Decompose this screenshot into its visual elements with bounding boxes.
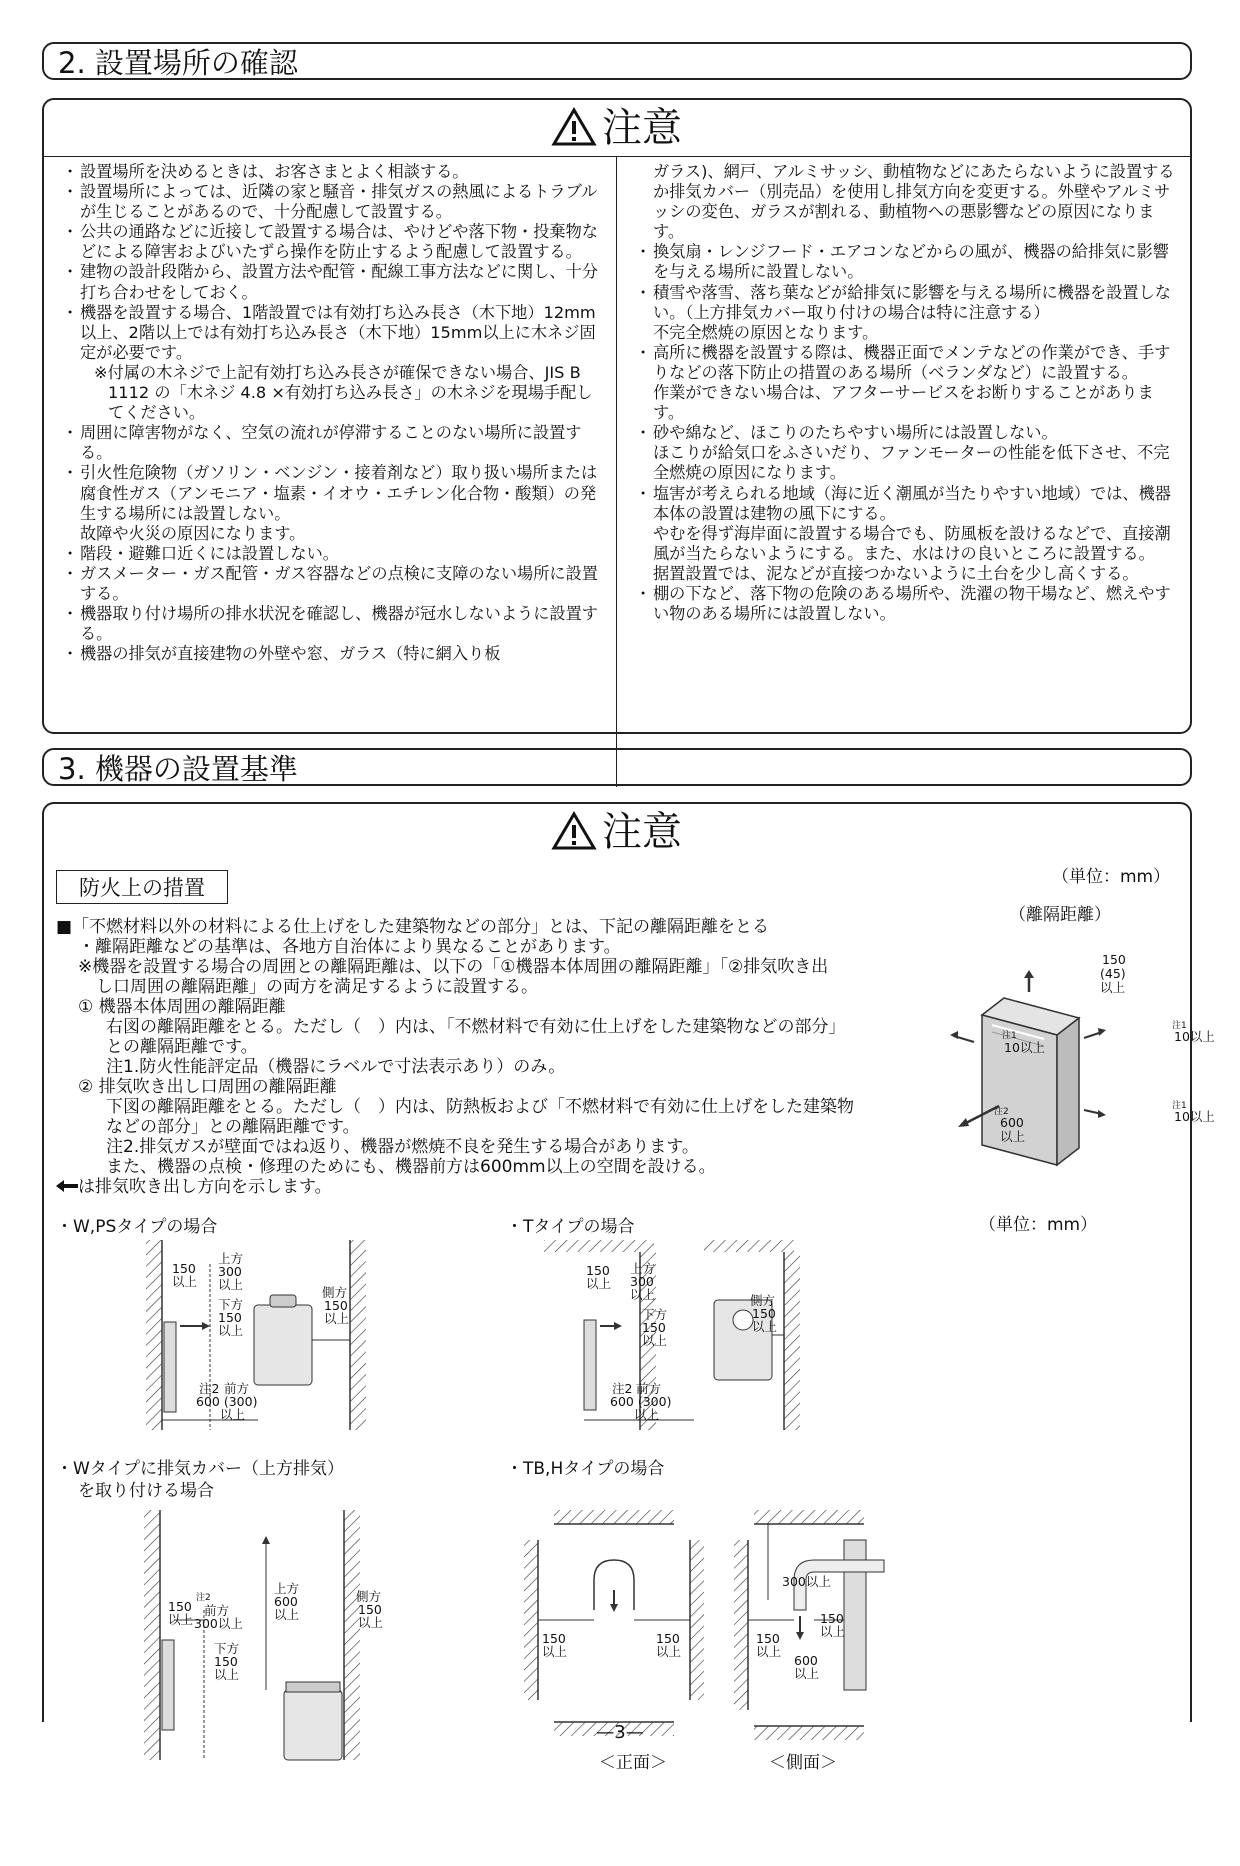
list-item: ・ 砂や綿など、ほこりのたちやすい場所には設置しない。 ほこりが給気口をふさいだり、ファンモーターの性能を低下させ、不完全燃焼の原因になります。 <box>635 423 1170 483</box>
wps-bottom-ijou: 以上 <box>218 1323 244 1338</box>
list-item: ・ 設置場所によっては、近隣の家と騒音・排気ガスの熱風によるトラブルが生じることがあるので、十分配慮して設置する。 <box>62 182 598 222</box>
text-line: ① 機器本体周囲の離隔距離 <box>78 997 286 1017</box>
iso-left-value: 10以上 <box>1004 1040 1045 1055</box>
wps-bottom-value: 150 <box>218 1310 242 1325</box>
wps-front-ijou: 以上 <box>220 1407 246 1422</box>
wcover-side2-ijou: 以上 <box>358 1615 384 1630</box>
wps-bottom-label: 下方 <box>218 1297 244 1312</box>
case-wcover-title-2: を取り付ける場合 <box>78 1481 214 1501</box>
side-view-label: ＜側面＞ <box>769 1753 837 1773</box>
fire-note: 故障や火災の原因になります。 <box>80 523 306 543</box>
text-line: ・離隔距離などの基準は、各地方自治体により異なることがあります。 <box>78 937 621 957</box>
t-top-ijou: 以上 <box>630 1287 656 1302</box>
wps-side2-label: 側方 <box>322 1285 348 1300</box>
wps-top-value: 300 <box>218 1264 242 1279</box>
t-side2-ijou: 以上 <box>752 1319 778 1334</box>
t-top-value: 300 <box>630 1274 654 1289</box>
t-front-label: 前方 <box>636 1381 662 1396</box>
list-item: ・ 塩害が考えられる地域（海に近く潮風が当たりやすい地域）では、機器本体の設置は建物の風下にする。 やむを得ず海岸面に設置する場合でも、防風板を設けるなどで、直接潮風が当たらないようにする。また、水はけの良いところに設置する。 据置設置では、泥などが直接つかないように土台を少し高くする。 <box>635 483 1171 583</box>
wps-front-label: 前方 <box>224 1381 250 1396</box>
tbh-side-bottom-value: 600 <box>794 1653 818 1668</box>
wps-note2: 注2 <box>199 1381 220 1396</box>
wcover-bottom-label: 下方 <box>214 1641 240 1656</box>
t-side-value: 150 <box>586 1263 610 1278</box>
text-line: 注1.防火性能評定品（機器にラベルで寸法表示あり）のみ。 <box>106 1057 566 1077</box>
iso-note1-side: 注1 <box>1172 1101 1187 1111</box>
iso-caption: （離隔距離） <box>1009 905 1111 925</box>
iso-front-ijou: 以上 <box>1000 1129 1026 1144</box>
list-item: ・ 機器を設置する場合、1階設置では有効打ち込み長さ（木下地）12mm以上、2階以上では有効打ち込み長さ（木下地）15mm以上に木ネジ固定が必要です。 ※付属の木ネジで上記有効打ち込み長さが確保できない場合、JIS B 1112 の「木ネジ 4.8 ×有効打ち込み長さ」の木ネジを現場手配してください。 <box>58 303 606 424</box>
tbh-front-left-value: 150 <box>542 1631 566 1646</box>
wps-front-value: 600 (300) <box>196 1394 258 1409</box>
text-line: などの部分」との離隔距離です。 <box>106 1117 360 1137</box>
case-t-title: ・Tタイプの場合 <box>506 1217 635 1237</box>
wcover-bottom-ijou: 以上 <box>214 1667 240 1682</box>
caution-right-column <box>617 157 1190 787</box>
wcover-front-value: 300以上 <box>194 1616 243 1631</box>
caution-title: 注意 <box>602 809 682 855</box>
tbh-side-bottom-ijou: 以上 <box>794 1666 820 1681</box>
iso-side-value: 10以上 <box>1174 1109 1215 1124</box>
iso-note2: 注2 <box>994 1107 1009 1117</box>
tbh-front-right-value: 150 <box>656 1631 680 1646</box>
tbh-front-right-ijou: 以上 <box>656 1644 682 1659</box>
text-line: 注2.排気ガスが壁面ではね返り、機器が燃焼不良を発生する場合があります。 <box>106 1137 699 1157</box>
caution-title: 注意 <box>602 105 682 151</box>
case-wps-title: ・W,PSタイプの場合 <box>56 1217 218 1237</box>
text-line: との離隔距離です。 <box>106 1037 258 1057</box>
warning-icon <box>552 107 596 147</box>
t-bottom-value: 150 <box>642 1320 666 1335</box>
caution-header <box>44 100 1190 157</box>
section-3-title: 3. 機器の設置基準 <box>42 748 1192 786</box>
iso-top-ijou: 以上 <box>1100 980 1126 995</box>
wcover-bottom-value: 150 <box>214 1654 238 1669</box>
t-front-value: 600 (300) <box>610 1394 672 1409</box>
case-tbh-title: ・TB,Hタイプの場合 <box>506 1459 665 1479</box>
text-line: また、機器の点検・修理のためにも、機器前方は600mm以上の空間を設ける。 <box>106 1157 716 1177</box>
tbh-side-left-value: 150 <box>756 1631 780 1646</box>
list-item: ・ 棚の下など、落下物の危険のある場所や、洗濯の物干場など、燃えやすい物のある場所には設置しない。 <box>635 583 1171 624</box>
wcover-top-ijou: 以上 <box>274 1607 300 1622</box>
iso-top-value: 150 <box>1102 952 1126 967</box>
list-item: ・ 公共の通路などに近接して設置する場合は、やけどや落下物・投棄物などによる障害およびいたずら操作を防止するよう配慮して設置する。 <box>62 222 598 262</box>
list-item: ・ 機器取り付け場所の排水状況を確認し、機器が冠水しないように設置する。 <box>62 604 598 644</box>
t-side-ijou: 以上 <box>586 1276 612 1291</box>
warning-icon <box>552 811 596 851</box>
front-view-label: ＜正面＞ <box>599 1753 667 1773</box>
tbh-front-diagram <box>524 1500 704 1760</box>
caution-header <box>44 804 1190 860</box>
wcover-side2-value: 150 <box>358 1602 382 1617</box>
wcover-side-ijou: 以上 <box>168 1612 194 1627</box>
unit-label: （単位：mm） <box>979 1215 1098 1235</box>
wps-top-label: 上方 <box>218 1251 244 1266</box>
t-top-label: 上方 <box>630 1261 656 1276</box>
page-number: —3— <box>596 1722 644 1743</box>
wps-side-ijou: 以上 <box>172 1274 198 1289</box>
fire-prevention-tag: 防火上の措置 <box>56 870 228 904</box>
text-line: ※機器を設置する場合の周囲との離隔距離は、以下の「①機器本体周囲の離隔距離」「②排気吹き出 <box>78 957 829 977</box>
list-item: ・ 周囲に障害物がなく、空気の流れが停滞することのない場所に設置する。 <box>62 423 582 463</box>
iso-note1-right: 注1 <box>1172 1021 1187 1031</box>
wps-side-value: 150 <box>172 1261 196 1276</box>
t-front-ijou: 以上 <box>634 1407 660 1422</box>
wps-side2-value: 150 <box>324 1298 348 1313</box>
iso-front-value: 600 <box>1000 1115 1024 1130</box>
wcover-side-value: 150 <box>168 1599 192 1614</box>
list-item: ・ 階段・避難口近くには設置しない。 <box>62 543 339 563</box>
text-line: 下図の離隔距離をとる。ただし（ ）内は、防熱板および「不燃材料で有効に仕上げをした建築物 <box>106 1097 854 1117</box>
list-item-continued: ガラス)、網戸、アルミサッシ、動植物などにあたらないように設置するか排気カバー（別売品）を使用し排気方向を変更する。外壁やアルミサッシの変色、ガラスが割れる、動植物への悪影響などの原因になります。 <box>653 162 1175 242</box>
iso-note1-left: 注1 <box>1002 1031 1017 1041</box>
wcover-note2: 注2 <box>196 1593 211 1603</box>
caution-left-column <box>44 157 617 787</box>
wps-side2-ijou: 以上 <box>324 1311 350 1326</box>
text-line: し口周囲の離隔距離」の両方を満足するように設置する。 <box>96 977 538 997</box>
list-item: ・ 積雪や落雪、落ち葉などが給排気に影響を与える場所に機器を設置しない。（上方排気カバー取り付けの場合は特に注意する） 不完全燃焼の原因となります。 <box>635 282 1171 342</box>
wcover-top-label: 上方 <box>274 1581 300 1596</box>
wcover-top-value: 600 <box>274 1594 298 1609</box>
wps-diagram <box>104 1240 444 1440</box>
tbh-side-right-value: 150 <box>820 1611 844 1626</box>
list-item: ・ 機器の排気が直接建物の外壁や窓、ガラス（特に網入り板 <box>62 644 501 664</box>
t-bottom-label: 下方 <box>642 1307 668 1322</box>
arrow-left-icon <box>56 1180 78 1192</box>
text-line: ② 排気吹き出し口周囲の離隔距離 <box>78 1077 337 1097</box>
tbh-side-top-value: 300以上 <box>782 1574 831 1589</box>
list-item: ・ 設置場所を決めるときは、お客さまとよく相談する。 <box>62 162 469 181</box>
iso-right-value: 10以上 <box>1174 1029 1215 1044</box>
text-line: ■「不燃材料以外の材料による仕上げをした建築物などの部分」とは、下記の離隔距離をとる <box>56 917 770 937</box>
tbh-front-left-ijou: 以上 <box>542 1644 568 1659</box>
text-line: 右図の離隔距離をとる。ただし（ ）内は、「不燃材料で有効に仕上げをした建築物などの部分」 <box>106 1017 846 1037</box>
t-side2-value: 150 <box>752 1306 776 1321</box>
list-item: ・ 引火性危険物（ガソリン・ベンジン・接着剤など）取り扱い場所または腐食性ガス（アンモニア・塩素・イオウ・エチレン化合物・酸類）の発生する場所には設置しない。 故障や火災の原因になります。 <box>58 463 606 543</box>
section-2-title: 2. 設置場所の確認 <box>42 42 1192 80</box>
text-line: は排気吹き出し方向を示します。 <box>56 1178 332 1198</box>
case-wcover-title: ・Wタイプに排気カバー（上方排気） <box>56 1459 344 1479</box>
clearance-iso-diagram <box>944 920 1174 1160</box>
list-item: ・ 建物の設計段階から、設置方法や配管・配線工事方法などに関し、十分打ち合わせをしておく。 <box>62 262 598 302</box>
t-bottom-ijou: 以上 <box>642 1333 668 1348</box>
t-side2-label: 側方 <box>750 1293 776 1308</box>
unit-label: （単位：mm） <box>1052 867 1171 887</box>
tbh-side-right-ijou: 以上 <box>820 1624 846 1639</box>
tbh-side-left-ijou: 以上 <box>756 1644 782 1659</box>
caution-box-standards <box>42 802 1215 1773</box>
wps-top-ijou: 以上 <box>218 1277 244 1292</box>
list-item: ・ 換気扇・レンジフード・エアコンなどからの風が、機器の給排気に影響を与える場所に設置しない。 <box>635 242 1169 282</box>
list-item: ・ ガスメーター・ガス配管・ガス容器などの点検に支障のない場所に設置する。 <box>62 563 598 603</box>
iso-top-alt-value: (45) <box>1100 966 1126 981</box>
t-note2: 注2 <box>612 1381 633 1396</box>
list-item: ・ 高所に機器を設置する際は、機器正面でメンテなどの作業ができ、手すりなどの落下防止の措置のある場所（ベランダなど）に設置する。 作業ができない場合は、アフターサービスをお断りすることがあります。 <box>635 342 1171 423</box>
wcover-side2-label: 側方 <box>356 1589 382 1604</box>
caution-box-location <box>42 98 1192 734</box>
screw-note: ※付属の木ネジで上記有効打ち込み長さが確保できない場合、JIS B 1112 の「木ネジ 4.8 ×有効打ち込み長さ」の木ネジを現場手配してください。 <box>94 362 593 423</box>
wcover-front-label: 前方 <box>204 1603 230 1618</box>
standards-body <box>44 860 1215 1866</box>
